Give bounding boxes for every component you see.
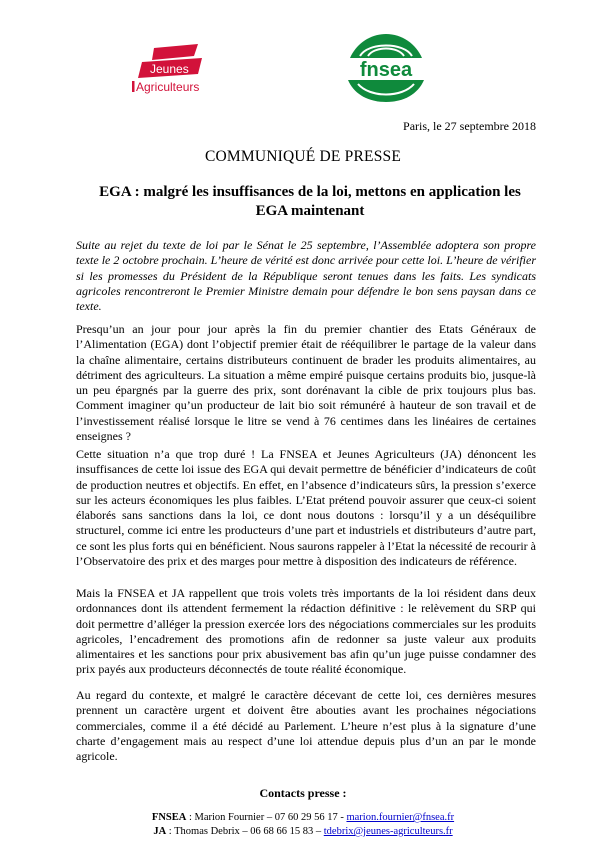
- contacts-heading: Contacts presse :: [259, 786, 347, 800]
- contact-fnsea-email-link[interactable]: marion.fournier@fnsea.fr: [346, 812, 455, 823]
- contact-fnsea: [0, 812, 606, 823]
- contact-ja-info: : Thomas Debrix – 06 68 66 15 83 –: [166, 826, 324, 837]
- contact-ja-org: JA: [153, 826, 167, 837]
- body-paragraph-3: Mais la FNSEA et JA rappellent que trois volets très importants de la loi résident dans deux ordonnances dont ils attendent fermement la rédaction définitive : le relèvement du SRP qui doit permettre d’alléger la pression exercée lors des négociations commerciales sur les produits agricoles, l’encadrement des promotions afin de redonner sa juste valeur aux produits alimentaires et les sanctions pour prix abusivement bas afin qu’un juge puisse condamner des prix payés aux producteurs déconnectés de toute réalité économique.: [76, 586, 536, 677]
- contact-ja-email-link[interactable]: tdebrix@jeunes-agriculteurs.fr: [323, 826, 453, 837]
- document-title: COMMUNIQUÉ DE PRESSE: [204, 148, 402, 165]
- jeunes-agriculteurs-logo: [128, 44, 228, 100]
- ja-logo-line1: Jeunes: [150, 62, 189, 76]
- document-date: Paris, le 27 septembre 2018: [403, 119, 536, 133]
- body-paragraph-2: Cette situation n’a que trop duré ! La FNSEA et Jeunes Agriculteurs (JA) dénoncent les insuffisances de cette loi issue des EGA qui devait permettre de bénéficier d’indicateurs de coût de production neutres et objectifs. En effet, en l’absence d’indicateurs sûrs, la pression s’exerce sur les acteurs économiques les plus faibles. L’Etat prétend pouvoir assurer que ceux-ci soient élaborés sans sanctions dans la loi, ce dont nous doutons : lorsqu’il y a un déséquilibre structurel, comme ici entre les producteurs d’une part et industriels et distributeurs d’autre part, ce sont les plus forts qui en bénéficient. Nous saurons rappeler à l’Etat la nécessité de recourir à l’Observatoire des prix et des marges pour mettre à disposition des indicateurs de référence.: [76, 447, 536, 569]
- contact-ja: [0, 826, 606, 837]
- contact-fnsea-info: : Marion Fournier – 07 60 29 56 17 -: [186, 812, 347, 823]
- body-paragraph-4: Au regard du contexte, et malgré le caractère décevant de cette loi, ces dernières mesures prennent un caractère urgent et doivent être abouties avant les prochaines négociations commerciales, comme il a été décidé au Parlement. L’heure n’est plus à la signature d’une charte d’engagement mais au respect d’une loi attendue depuis plus d’un an par le monde agricole.: [76, 688, 536, 764]
- lead-paragraph: Suite au rejet du texte de loi par le Sénat le 25 septembre, l’Assemblée adoptera son propre texte le 2 octobre prochain. L’heure de vérité est donc arrivée pour cette loi. L’heure de vérifier si les promesses du Président de la République seront tenues dans les faits. Les syndicats agricoles rencontreront le Premier Ministre demain pour défendre le bon sens paysan dans ce texte.: [76, 238, 536, 314]
- press-release-headline: EGA : malgré les insuffisances de la loi, mettons en application les EGA maintenant: [99, 184, 521, 219]
- ja-logo-line2: Agriculteurs: [136, 80, 200, 94]
- fnsea-logo-text: fnsea: [359, 59, 413, 81]
- contact-fnsea-org: FNSEA: [151, 812, 187, 823]
- fnsea-logo: [340, 32, 432, 104]
- body-paragraph-1: Presqu’un an jour pour jour après la fin du premier chantier des Etats Généraux de l’Alimentation (EGA) dont l’objectif premier était de rééquilibrer le partage de la valeur dans la chaîne alimentaire, certains distributeurs continuent de brader les produits alimentaires, au détriment des agriculteurs. La situation a même empiré puisque certains produits bio, jusque-là un peu épargnés par la guerre des prix, sont dorénavant la cible de prix toujours plus bas. Comment imaginer qu’un producteur de lait bio soit rémunéré à hauteur de son travail et de l’investissement réalisé lorsque le litre se vend à 76 centimes dans les linéaires de certaines enseignes ?: [76, 322, 536, 444]
